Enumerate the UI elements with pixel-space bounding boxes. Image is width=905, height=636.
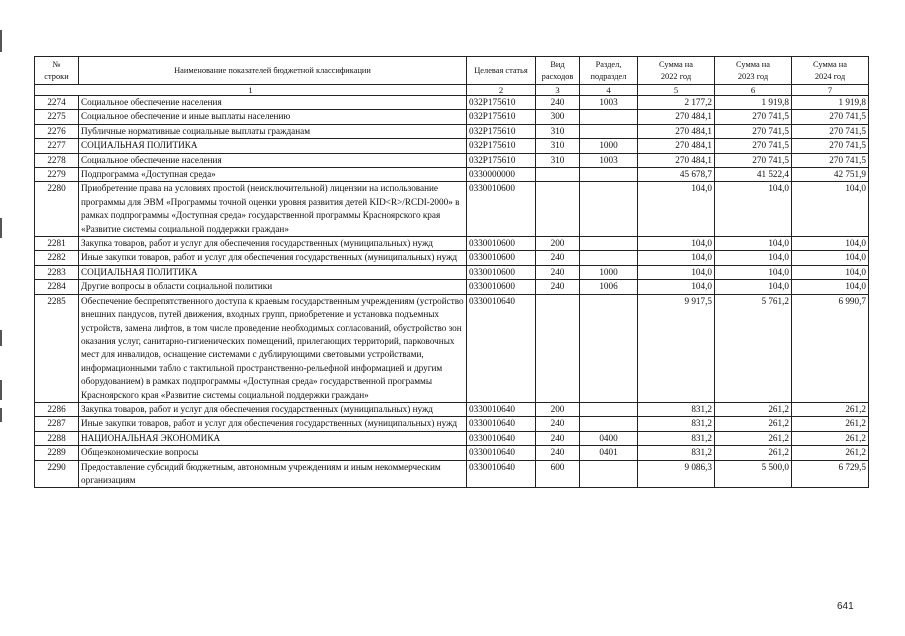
sum-2024-cell: 270 741,5: [792, 124, 869, 138]
sum-2024-cell: 42 751,9: [792, 168, 869, 182]
row-number-cell: 2279: [35, 168, 79, 182]
page-number: 641: [837, 601, 854, 612]
scan-edge-mark: [0, 330, 2, 346]
sum-2022-cell: 104,0: [638, 280, 715, 294]
table-body: [35, 96, 869, 488]
expense-type-cell: 200: [536, 237, 580, 251]
target-article-cell: 0330000000: [467, 168, 536, 182]
sum-2023-cell: 5 500,0: [715, 460, 792, 488]
row-name-cell: Приобретение права на условиях простой (неисключительной) лицензии на использование программы для ЭВМ «Программы точной оценки уровня развития детей KID<R>/RCDI-2000» в рамках подпрограммы «Доступная среда» государственной программы Красноярского края «Развитие системы социальной поддержки граждан»: [79, 182, 467, 237]
header-section: Раздел, подраздел: [580, 57, 638, 85]
target-article-cell: 032P175610: [467, 110, 536, 124]
target-article-cell: 032P175610: [467, 153, 536, 167]
header-expense-type: Вид расходов: [536, 57, 580, 85]
table-row: [35, 139, 869, 153]
sum-2023-cell: 104,0: [715, 237, 792, 251]
section-cell: [580, 110, 638, 124]
target-article-cell: 0330010640: [467, 402, 536, 416]
sum-2024-cell: 261,2: [792, 446, 869, 460]
table-row: [35, 124, 869, 138]
row-number-cell: 2285: [35, 294, 79, 402]
scan-edge-mark: [0, 408, 2, 422]
scan-edge-mark: [0, 218, 2, 238]
budget-table: [34, 56, 869, 488]
column-number-row: [35, 85, 869, 96]
target-article-cell: 032P175610: [467, 124, 536, 138]
expense-type-cell: 240: [536, 265, 580, 279]
header-row: [35, 57, 869, 85]
target-article-cell: 0330010600: [467, 251, 536, 265]
column-number: 2: [467, 85, 536, 96]
target-article-cell: 0330010640: [467, 446, 536, 460]
sum-2023-cell: 1 919,8: [715, 96, 792, 110]
table-row: [35, 446, 869, 460]
sum-2024-cell: 104,0: [792, 237, 869, 251]
expense-type-cell: 240: [536, 446, 580, 460]
table-row: [35, 182, 869, 237]
row-number-cell: 2284: [35, 280, 79, 294]
table-row: [35, 460, 869, 488]
row-number-cell: 2289: [35, 446, 79, 460]
row-name-cell: Другие вопросы в области социальной политики: [79, 280, 467, 294]
scan-edge-mark: [0, 380, 2, 400]
sum-2022-cell: 104,0: [638, 265, 715, 279]
sum-2023-cell: 270 741,5: [715, 139, 792, 153]
target-article-cell: 0330010640: [467, 294, 536, 402]
target-article-cell: 0330010640: [467, 460, 536, 488]
row-name-cell: Закупка товаров, работ и услуг для обеспечения государственных (муниципальных) нужд: [79, 402, 467, 416]
table-row: [35, 153, 869, 167]
sum-2024-cell: 270 741,5: [792, 139, 869, 153]
sum-2022-cell: 831,2: [638, 417, 715, 431]
header-sum-2023: Сумма на 2023 год: [715, 57, 792, 85]
sum-2022-cell: 270 484,1: [638, 124, 715, 138]
row-number-cell: 2275: [35, 110, 79, 124]
sum-2023-cell: 104,0: [715, 182, 792, 237]
sum-2023-cell: 270 741,5: [715, 153, 792, 167]
section-cell: [580, 402, 638, 416]
sum-2024-cell: 261,2: [792, 431, 869, 445]
row-number-cell: 2287: [35, 417, 79, 431]
section-cell: 0400: [580, 431, 638, 445]
sum-2023-cell: 261,2: [715, 446, 792, 460]
expense-type-cell: 240: [536, 251, 580, 265]
table-row: [35, 110, 869, 124]
sum-2024-cell: 6 990,7: [792, 294, 869, 402]
section-cell: [580, 237, 638, 251]
section-cell: 0401: [580, 446, 638, 460]
row-name-cell: НАЦИОНАЛЬНАЯ ЭКОНОМИКА: [79, 431, 467, 445]
sum-2022-cell: 2 177,2: [638, 96, 715, 110]
row-name-cell: Публичные нормативные социальные выплаты гражданам: [79, 124, 467, 138]
row-number-cell: 2286: [35, 402, 79, 416]
sum-2022-cell: 831,2: [638, 402, 715, 416]
sum-2024-cell: 1 919,8: [792, 96, 869, 110]
row-number-cell: 2276: [35, 124, 79, 138]
sum-2022-cell: 270 484,1: [638, 110, 715, 124]
expense-type-cell: 310: [536, 124, 580, 138]
sum-2024-cell: 6 729,5: [792, 460, 869, 488]
expense-type-cell: 300: [536, 110, 580, 124]
column-number: 7: [792, 85, 869, 96]
section-cell: 1003: [580, 153, 638, 167]
column-number: 4: [580, 85, 638, 96]
expense-type-cell: 600: [536, 460, 580, 488]
row-name-cell: Иные закупки товаров, работ и услуг для обеспечения государственных (муниципальных) нужд: [79, 251, 467, 265]
table-row: [35, 431, 869, 445]
expense-type-cell: 240: [536, 431, 580, 445]
header-sum-2022: Сумма на 2022 год: [638, 57, 715, 85]
row-number-cell: 2281: [35, 237, 79, 251]
table-row: [35, 251, 869, 265]
target-article-cell: 0330010600: [467, 280, 536, 294]
scan-edge-mark: [0, 30, 2, 52]
sum-2022-cell: 104,0: [638, 182, 715, 237]
section-cell: 1006: [580, 280, 638, 294]
target-article-cell: 032P175610: [467, 139, 536, 153]
section-cell: [580, 168, 638, 182]
sum-2024-cell: 104,0: [792, 280, 869, 294]
row-name-cell: Предоставление субсидий бюджетным, автономным учреждениям и иным некоммерческим организациям: [79, 460, 467, 488]
table-row: [35, 168, 869, 182]
sum-2024-cell: 261,2: [792, 417, 869, 431]
sum-2023-cell: 104,0: [715, 280, 792, 294]
header-sum-2024: Сумма на 2024 год: [792, 57, 869, 85]
section-cell: [580, 182, 638, 237]
row-name-cell: Обеспечение беспрепятственного доступа к краевым государственным учреждениям (устройство внешних пандусов, путей движения, входных групп, приобретение и установка подъемных устройств, замена лифтов, в том числе проведение необходимых согласований, обустройство зон оказания услуг, санитарно-гигиенических помещений, прилегающих территорий, парковочных мест для инвалидов, оснащение системами с дублирующими световыми устройствами, информационными табло с тактильной пространственно-рельефной информацией и другим оборудованием) в рамках подпрограммы «Доступная среда» государственной программы Красноярского края «Развитие системы социальной поддержки граждан»: [79, 294, 467, 402]
sum-2024-cell: 270 741,5: [792, 110, 869, 124]
column-number: 3: [536, 85, 580, 96]
header-name: Наименование показателей бюджетной классификации: [79, 57, 467, 85]
header-row-no: № строки: [35, 57, 79, 85]
sum-2023-cell: 261,2: [715, 402, 792, 416]
expense-type-cell: 240: [536, 417, 580, 431]
row-number-cell: 2278: [35, 153, 79, 167]
expense-type-cell: 310: [536, 153, 580, 167]
sum-2024-cell: 270 741,5: [792, 153, 869, 167]
table-row: [35, 417, 869, 431]
row-name-cell: Социальное обеспечение населения: [79, 153, 467, 167]
section-cell: 1000: [580, 139, 638, 153]
section-cell: 1000: [580, 265, 638, 279]
sum-2024-cell: 104,0: [792, 265, 869, 279]
sum-2022-cell: 9 086,3: [638, 460, 715, 488]
sum-2022-cell: 45 678,7: [638, 168, 715, 182]
row-number-cell: 2274: [35, 96, 79, 110]
column-number: 5: [638, 85, 715, 96]
sum-2022-cell: 104,0: [638, 251, 715, 265]
sum-2023-cell: 270 741,5: [715, 110, 792, 124]
table-row: [35, 237, 869, 251]
expense-type-cell: [536, 182, 580, 237]
expense-type-cell: 310: [536, 139, 580, 153]
section-cell: [580, 124, 638, 138]
row-name-cell: Общеэкономические вопросы: [79, 446, 467, 460]
sum-2023-cell: 261,2: [715, 417, 792, 431]
sum-2024-cell: 104,0: [792, 251, 869, 265]
row-name-cell: Подпрограмма «Доступная среда»: [79, 168, 467, 182]
sum-2022-cell: 270 484,1: [638, 153, 715, 167]
row-number-cell: 2288: [35, 431, 79, 445]
row-name-cell: СОЦИАЛЬНАЯ ПОЛИТИКА: [79, 139, 467, 153]
sum-2023-cell: 104,0: [715, 265, 792, 279]
row-name-cell: Закупка товаров, работ и услуг для обеспечения государственных (муниципальных) нужд: [79, 237, 467, 251]
column-number: 1: [35, 85, 467, 96]
sum-2023-cell: 104,0: [715, 251, 792, 265]
table-row: [35, 280, 869, 294]
column-number: 6: [715, 85, 792, 96]
row-number-cell: 2277: [35, 139, 79, 153]
table-row: [35, 294, 869, 402]
table-row: [35, 96, 869, 110]
row-number-cell: 2290: [35, 460, 79, 488]
row-number-cell: 2280: [35, 182, 79, 237]
section-cell: [580, 460, 638, 488]
expense-type-cell: 240: [536, 96, 580, 110]
expense-type-cell: [536, 168, 580, 182]
target-article-cell: 0330010640: [467, 417, 536, 431]
row-name-cell: СОЦИАЛЬНАЯ ПОЛИТИКА: [79, 265, 467, 279]
expense-type-cell: 200: [536, 402, 580, 416]
target-article-cell: 0330010640: [467, 431, 536, 445]
row-number-cell: 2283: [35, 265, 79, 279]
section-cell: [580, 417, 638, 431]
sum-2023-cell: 41 522,4: [715, 168, 792, 182]
sum-2023-cell: 261,2: [715, 431, 792, 445]
target-article-cell: 0330010600: [467, 182, 536, 237]
sum-2023-cell: 270 741,5: [715, 124, 792, 138]
section-cell: [580, 251, 638, 265]
row-name-cell: Иные закупки товаров, работ и услуг для обеспечения государственных (муниципальных) нужд: [79, 417, 467, 431]
section-cell: [580, 294, 638, 402]
expense-type-cell: [536, 294, 580, 402]
table-row: [35, 402, 869, 416]
sum-2022-cell: 270 484,1: [638, 139, 715, 153]
sum-2022-cell: 831,2: [638, 446, 715, 460]
sum-2024-cell: 104,0: [792, 182, 869, 237]
row-name-cell: Социальное обеспечение населения: [79, 96, 467, 110]
target-article-cell: 0330010600: [467, 265, 536, 279]
sum-2022-cell: 104,0: [638, 237, 715, 251]
target-article-cell: 0330010600: [467, 237, 536, 251]
row-name-cell: Социальное обеспечение и иные выплаты населению: [79, 110, 467, 124]
sum-2022-cell: 9 917,5: [638, 294, 715, 402]
target-article-cell: 032P175610: [467, 96, 536, 110]
header-target: Целевая статья: [467, 57, 536, 85]
row-number-cell: 2282: [35, 251, 79, 265]
sum-2023-cell: 5 761,2: [715, 294, 792, 402]
sum-2024-cell: 261,2: [792, 402, 869, 416]
section-cell: 1003: [580, 96, 638, 110]
expense-type-cell: 240: [536, 280, 580, 294]
sum-2022-cell: 831,2: [638, 431, 715, 445]
table-row: [35, 265, 869, 279]
